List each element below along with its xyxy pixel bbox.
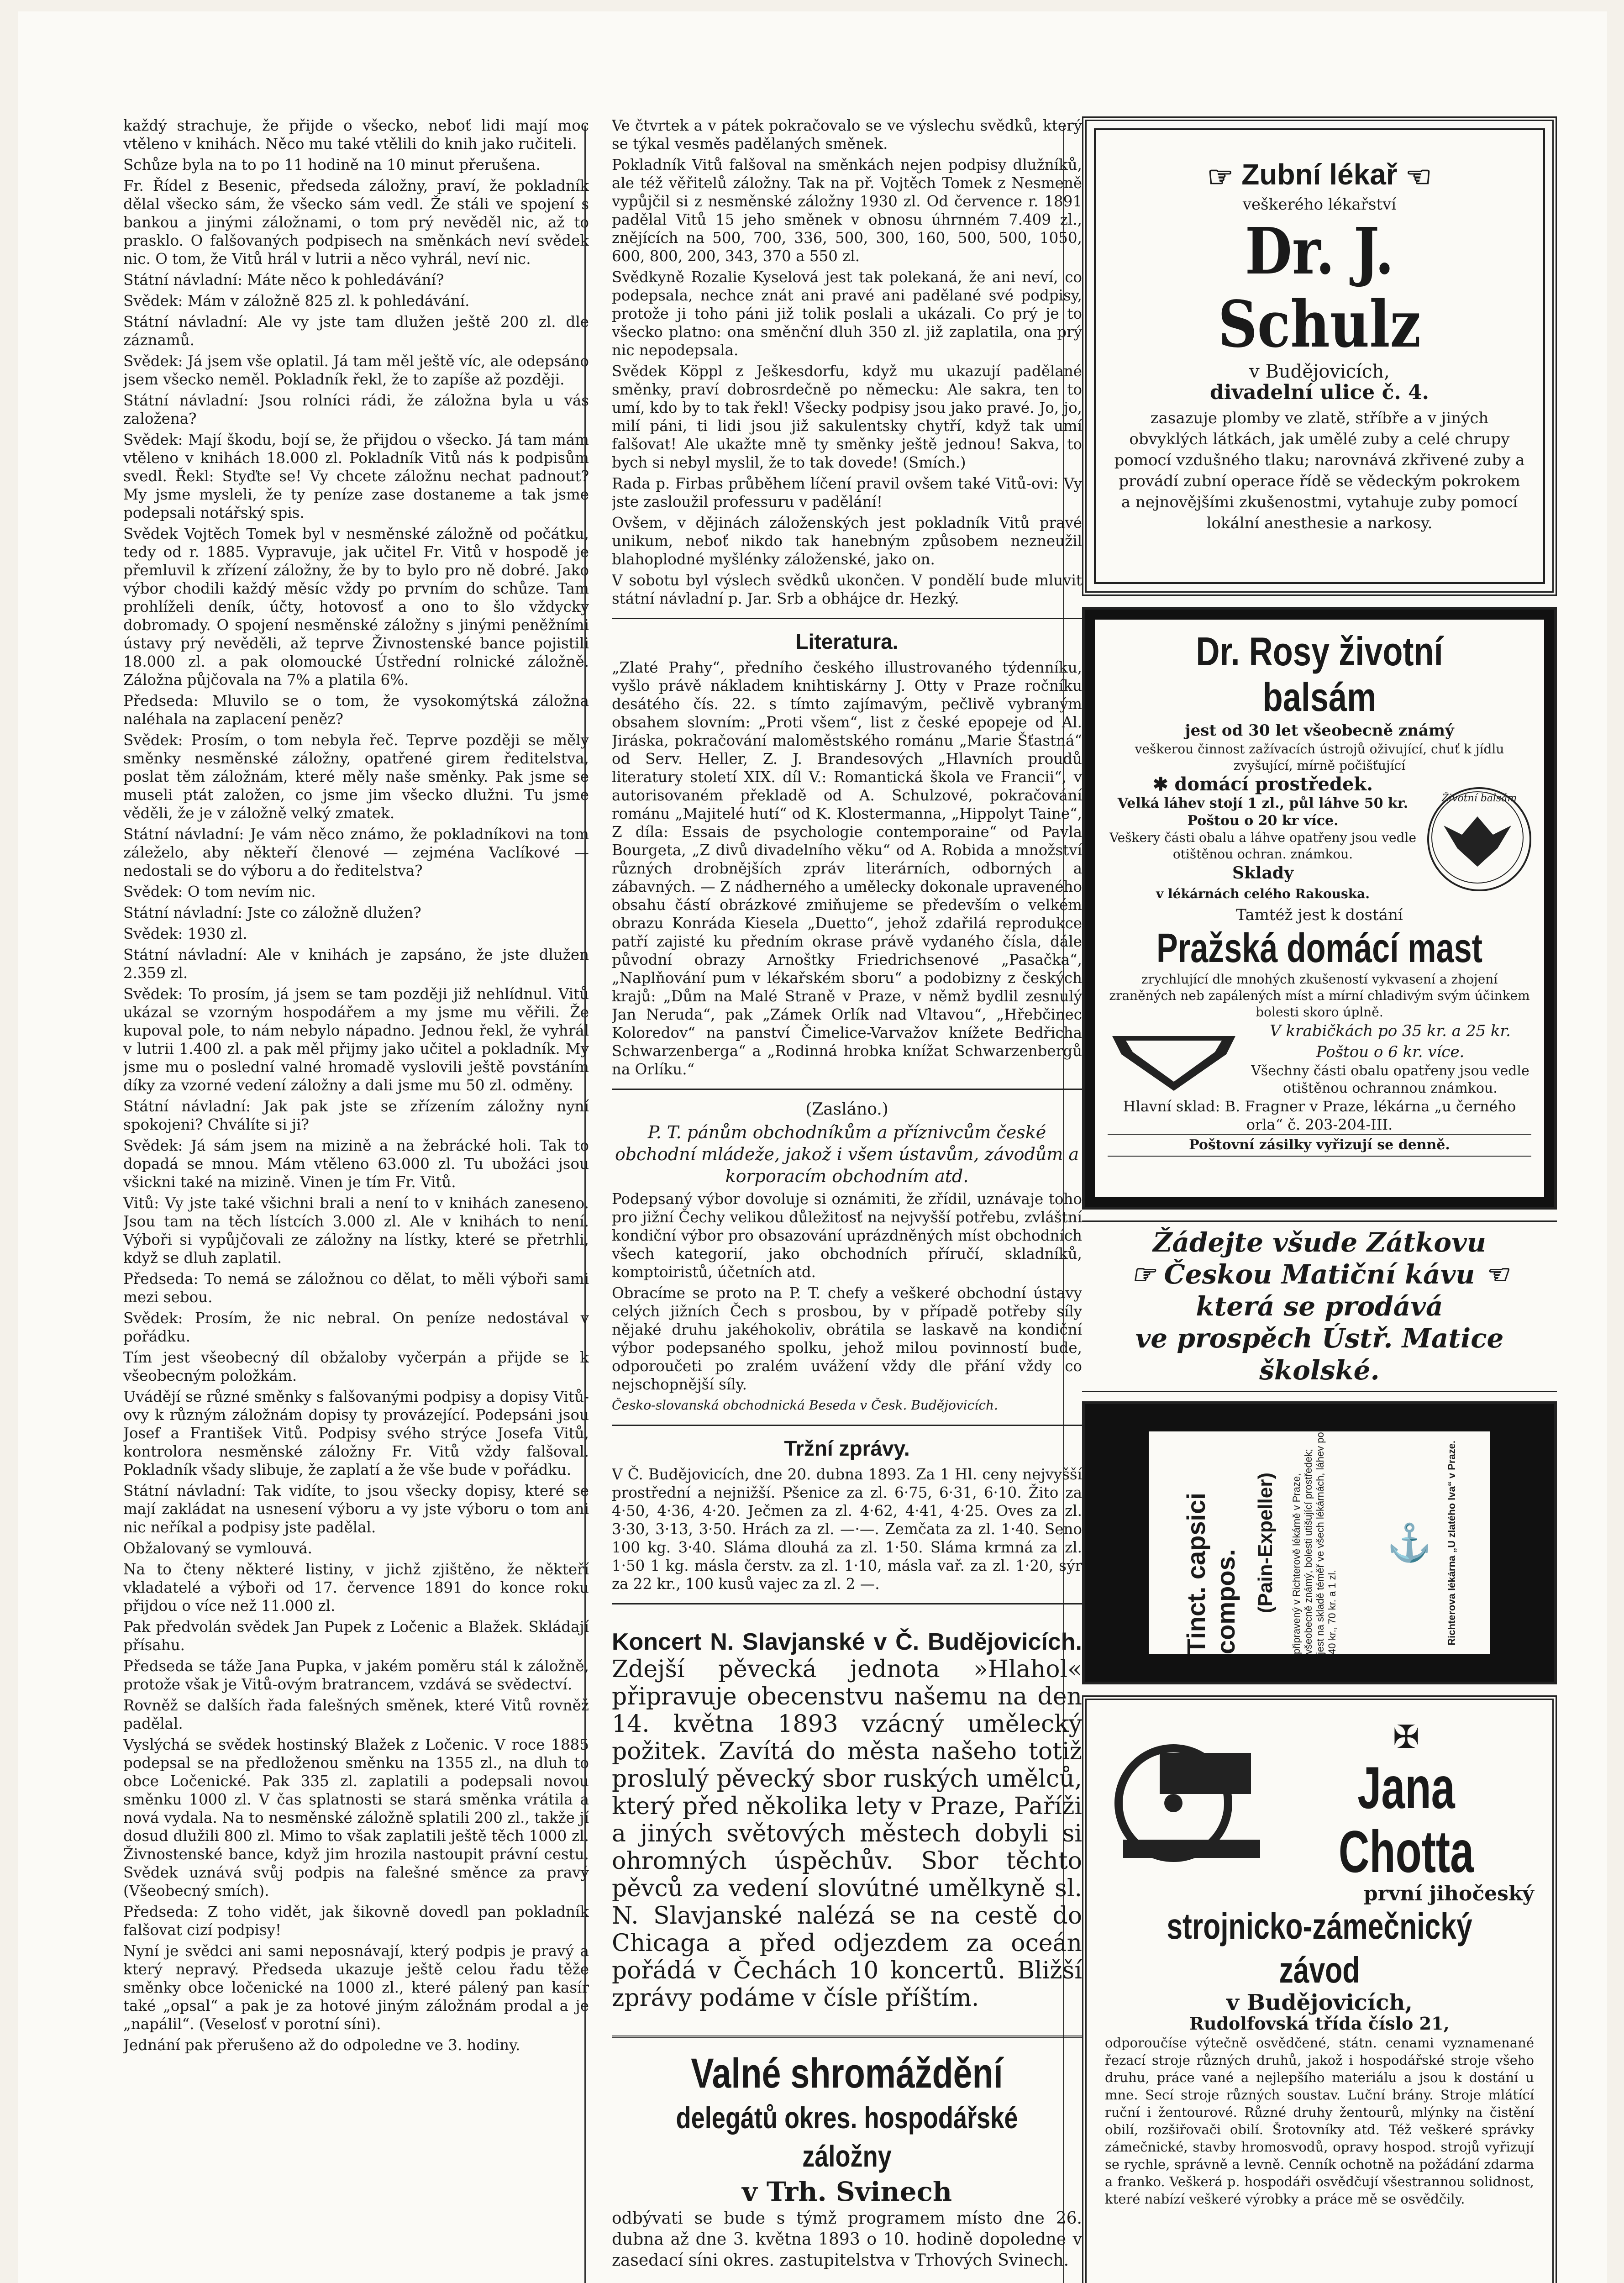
ad-schulz-body: zasazuje plomby ve zlatě, stříbře a v jiných obvyklých látkách, jak umělé zuby a celé chrupy pomocí vzdušného tlaku; narovnává zkřivené zuby a provádí zubní operace řídě se vědeckým pokrokem a nejnovějšími zkušenostmi, vytahuje zuby pomocí lokální anesthesie a narkosy. xyxy=(1114,409,1525,532)
column-2 xyxy=(612,116,1082,2283)
ad-rosy-title: Dr. Rosy životní balsám xyxy=(1196,629,1443,720)
ad-schulz-city: v Budějovicích, xyxy=(1249,361,1390,382)
ad-rosy-line: Tamtéž jest k dostání xyxy=(1236,906,1403,924)
paragraph: Svědkyně Rozalie Kyselová jest tak polekaná, že ani neví, co podepsala, nechce znát ani pravé ani padělané své podpisy, protože ji toho páni již tolik poslali a ukázali. Co prý je to všecko platno: ona směnční dluh 350 zl. již zaplatila, ona prý nic nepodepsala. xyxy=(612,268,1082,359)
zaslano-heading: (Zasláno.) xyxy=(805,1100,888,1119)
paragraph: Ve čtvrtek a v pátek pokračovalo se ve výslechu svědků, který se týkal vesměs padělaných směnek. xyxy=(612,117,1082,153)
ad-schulz-title-row xyxy=(1114,158,1525,194)
paragraph: Jednání pak přerušeno až do odpoledne ve 3. hodiny. xyxy=(123,2036,520,2054)
column-1 xyxy=(123,116,589,2283)
paragraph: Schůze byla na to po 11 hodině na 10 minut přerušena. xyxy=(123,156,541,174)
paragraph: Svědek Vojtěch Tomek byl v nesměnské záložně od počátku, tedy od r. 1885. Vypravuje, jak učitel Fr. Vitů v hospodě je přemluvil k zřízení záložny, že by to bylo pro ně dobré. Jako výbor chodili každý měsíc vždy po prvním do schůze. Tam prohlíželi deník, účty, hotovosť a ono to šlo vždycky dobromady. O spojení nesměnské záložny s jinými peněžními ústavy prý nevěděli, až teprve Živnostenské bance pojistili 18.000 zl. a pak olomoucké Ústřední rolnické záložně. Záložna půjčovala na 7% a platila 6%. xyxy=(123,525,589,689)
ad-chotta-street: Rudolfovská třída číslo 21, xyxy=(1189,2013,1450,2034)
divider xyxy=(612,2036,1082,2038)
paragraph: Svědek: O tom nevím nic. xyxy=(123,883,316,900)
ad-chotta-city: v Budějovicích, xyxy=(1226,1990,1413,2015)
trzni-heading: Tržní zprávy. xyxy=(784,1436,910,1460)
machine-illustration-icon xyxy=(1105,1725,1278,1876)
ad-zatkova-line: ve prospěch Ústř. Matice školské. xyxy=(1135,1323,1504,1386)
ad-rosy-line: Velká láhev stojí 1 zl., půl láhve 50 kr. Poštou o 20 kr více. xyxy=(1117,795,1409,829)
newspaper-page xyxy=(18,11,1607,2283)
ad-rosy-line: Poštovní zásilky vyřizují se denně. xyxy=(1108,1134,1531,1157)
paragraph: Fr. Řídel z Besenic, předseda záložny, praví, že pokladník dělal všecko sám, že všecko sám vedl. Že stáli ve spojení s bankou a jinými záložnami, o tom prý nevěděl nic, až to prasklo. O falšovaných podpisech na směnkách neví svědek nic. O tom, že Vitů hrál v lutrii a něco vyhrál, neví nic. xyxy=(123,177,589,268)
paragraph: Státní návladní: Ale vy jste tam dlužen ještě 200 zl. dle záznamů. xyxy=(123,313,589,349)
eagle-seal-icon xyxy=(1427,787,1531,891)
ad-rosy-line: Hlavní sklad: B. Fragner v Praze, lékárna „u černého orla“ č. 203-204-III. xyxy=(1123,1098,1516,1133)
paragraph: Státní návladní: Jsou rolníci rádi, že záložna byla u vás založena? xyxy=(123,392,589,427)
paragraph: Státní návladní: Ale v knihách je zapsáno, že jste dlužen 2.359 zl. xyxy=(123,946,589,982)
pointing-hand-icon: ☜ xyxy=(1405,160,1432,193)
paragraph: Vyslýchá se svědek hostinský Blažek z Ločenic. V roce 1885 podepsal se na předloženou směnku na 1355 zl., na dluh to obce Ločenické. Pak 335 zl. zaplatili a podepsali novou směnku 1000 zl. V čas splatnosti se stará směnka vrátila a nová vydala. Na to nesměnské záložně splatili 200 zl., takže jí dosud dlužili 800 zl. Mimo to však zaplatili ještě těch 1000 zl. Živnostenské bance, když jim hrozila nastoupit právní cestu. Svědek uznává svůj podpis na falešné směnce za pravý (Všeobecný smích). xyxy=(123,1736,589,1899)
pointing-hand-icon: ☜ xyxy=(1484,1259,1508,1290)
ad-capsici-pharmacy: Richterova lékárna „U zlatého lva“ v Praze. xyxy=(1445,1440,1457,1646)
ad-zatkova-kava xyxy=(1082,1220,1557,1392)
paragraph: Rovněž se dalších řada falešných směnek, které Vitů rovněž padělal. xyxy=(123,1697,589,1732)
column-3-ads xyxy=(1082,116,1557,2283)
paragraph: Tím jest všeobecný díl obžaloby vyčerpán a přijde se k všeobecným položkám. xyxy=(123,1349,589,1384)
valne-title: Valné shromáždění xyxy=(691,2050,1003,2097)
paragraph: Státní návladní: Jste co záložně dlužen? xyxy=(123,904,421,921)
valne-text: odbývati se bude s týmž programem místo dne 26. dubna až dne 3. května 1893 o 10. hodině dopoledne v zasedací síni okres. zastupitelstva v Trhových Svinech. xyxy=(612,2209,1082,2270)
paragraph: Státní návladní: Tak vidíte, to jsou všecky dopisy, které se mají zakládat na usnesení výboru a vy jste výboru o tom ani nic neříkal a podpisy jste padělal. xyxy=(123,1482,589,1536)
koncert-lead: Koncert N. Slavjanské v Č. Budějovicích. xyxy=(612,1629,1082,1655)
star-icon: ✱ xyxy=(1152,773,1168,795)
ad-chotta-name: Jana Chotta xyxy=(1338,1754,1474,1885)
ad-zatkova-line: která se prodává xyxy=(1196,1291,1443,1322)
paragraph: Státní návladní: Je vám něco známo, že pokladníkovi na tom záleželo, aby někteří členové — zejména Vaclíkové — nedostali se do výboru a do ředitelstva? xyxy=(123,826,589,879)
ad-capsici-title: Tinct. capsici compos. xyxy=(1182,1493,1240,1654)
ad-rosy-line-row xyxy=(1108,774,1418,795)
ad-chotta-sub2: strojnicko-zámečnický závod xyxy=(1167,1906,1472,1990)
ad-rosy-line: domácí prostředek. xyxy=(1174,773,1373,795)
paragraph: Předseda: To nemá se záložnou co dělat, to měli výboři sami mezi sebou. xyxy=(123,1270,589,1306)
koncert-notice xyxy=(612,1628,1082,2012)
paragraph: Uvádějí se různé směnky s falšovanými podpisy a dopisy Vitů-ovy k různým záložnám dopisy ty provázející. Podepsáni jsou Josef a František Vitů. Podpisy svého strýce Josefa Vitů, kontrolora nesměnské záložny Fr. Vitů vždy falšoval. Pokladník všady slibuje, že zaplatí a že vše bude v pořádku. xyxy=(123,1388,589,1478)
ad-dr-schulz xyxy=(1082,116,1557,596)
paragraph: Státní návladní: Máte něco k pohledávání? xyxy=(123,271,444,289)
ad-zatkova-row xyxy=(1082,1258,1557,1290)
divider xyxy=(612,1425,1082,1426)
pointing-hand-icon: ☞ xyxy=(1207,160,1234,193)
paragraph: každý strachuje, že přijde o všecko, neboť lidi mají moc vtěleno v knihách. Něco mu také vtělili do knih jako ručiteli. xyxy=(123,117,589,153)
paragraph: Svědek: Já jsem vše oplatil. Já tam měl ještě víc, ale odepsáno jsem všecko neměl. Pokladník řekl, že to zapíše až později. xyxy=(123,352,589,388)
paragraph: Svědek: Mají škodu, bojí se, že přijdou o všecko. Já tam mám vtěleno v knihách 18.000 zl. Pokladník Vitů nás k podpisům svedl. Řekl: Styďte se! Vy chcete záložnu nechat padnout? My jsme mysleli, že ty peníze zase dostaneme a tak jsme podepsali notářský spis. xyxy=(123,431,589,521)
paragraph: Vitů: Vy jste také všichni brali a není to v knihách zaneseno. Jsou tam na těch lístcích 3.000 zl. Ale v knihách to není. Výboři si vypůjčovali ze záložny na lístky, které se přetrhli, když se dluh zaplatil. xyxy=(123,1194,589,1267)
koncert-text: Zdejší pěvecká jednota »Hlahol« připravuje obecenstvu našemu na den 14. května 1893 vzácný umělecký požitek. Zavítá do města našeho totiž proslulý pěvecký sbor ruských umělců, který před několika lety v Praze, Paříži a jiných světových městech dobyli si ohromných úspěchův. Sbor těchto pěvců za vedení slovútné umělkyně sl. N. Slavjanské nalézá se na cestě do Chicaga a před odjezdem za oceán pořádá v Čechách 10 koncertů. Bližší zprávy podáme v čísle příštím. xyxy=(612,1656,1082,2012)
pointing-hand-icon: ☞ xyxy=(1131,1259,1155,1290)
zaslano-signature: Česko-slovanská obchodnická Beseda v Česk. Budějovicích. xyxy=(612,1398,998,1413)
zaslano-intro: P. T. pánům obchodníkům a příznivcům české obchodní mládeže, jakož i všem ústavům, závodům a korporacím obchodním atd. xyxy=(615,1122,1079,1186)
mast-box-icon xyxy=(1108,1022,1240,1095)
paragraph: Svědek: Prosím, o tom nebyla řeč. Teprve později se měly směnky nesměnské záložny, opatřené girem ředitelstva, poslat těm záložnám, které měly naše směnky. Pak jsme se museli ptát založen, co jsme jim všecko dlužni. Tu jsme věděli, že je v záložně velký zmatek. xyxy=(123,731,589,822)
paragraph: Svědek: 1930 zl. xyxy=(123,925,247,942)
ad-rosy-line: v lékárnách celého Rakouska. xyxy=(1156,886,1370,901)
paragraph: Obžalovaný se vymlouvá. xyxy=(123,1540,313,1557)
ad-rosy-line: Veškery části obalu a láhve opatřeny jsou vedle otištěnou ochran. známkou. xyxy=(1109,830,1417,862)
divider xyxy=(612,1603,1082,1604)
ad-rosy-seal-text: Životní balsám xyxy=(1441,793,1517,804)
ad-rosy-line: Všechny části obalu opatřeny jsou vedle otištěnou ochrannou známkou. xyxy=(1251,1063,1529,1096)
valne-subtitle: delegátů okres. hospodářské záložny xyxy=(676,2101,1018,2173)
ad-rosy-line: veškerou činnost zažívacích ústrojů oživující, chuť k jídlu zvyšující, mírně počišťující xyxy=(1135,742,1504,773)
ad-schulz-name: Dr. J. Schulz xyxy=(1218,214,1421,362)
ad-chotta-sub1: první jihočeský xyxy=(1363,1882,1534,1905)
paragraph: Ovšem, v dějinách záloženských jest pokladník Vitů pravé unikum, neboť nikdo tak hanebným způsobem nezneužil blahoplodné myšlénky záloženské, jako on. xyxy=(612,514,1082,568)
ad-chotta-body: odporoučíse výtečně osvědčené, státn. cenami vyznamenané řezací stroje různých druhů, jakož i hospodářské stroje všeho druhu, práce vané a nejlepšího materiálu a jsou k dostání u mne. Secí stroje různých soustav. Luční brány. Stroje mlátící ruční i žentourové. Různé druhy žentourů, mlýnky na čistění obilí, rozšiřovači obilí. Šrotovníky atd. Též veškeré správky zámečnické, stavby hromosvodů, opravy hospod. strojů vyřizují se rychle, správně a levně. Cenník ochotně na požádání zdarma a franko. Veškerá p. hospodáři osvědčují všestrannou solidnost, které nabízí veškeré výrobky a práce mě se osvědčily. xyxy=(1105,2035,1534,2207)
ad-schulz-sub: veškerého lékařství xyxy=(1242,195,1397,214)
valne-place: v Trh. Svinech xyxy=(741,2176,952,2207)
ad-rosy-line: zrychlující dle mnohých zkušeností vykvasení a zhojení zraněných neb zapálených míst a mírní chladivým svým účinkem bolesti skoro úplně. xyxy=(1109,972,1530,1020)
paragraph: Předseda: Z toho vidět, jak šikovně dovedl pan pokladník falšovat cizí podpisy! xyxy=(123,1903,589,1939)
paragraph: Státní návladní: Jak pak jste se zřízením záložny nyní spokojeni? Chválíte si ji? xyxy=(123,1098,589,1133)
paragraph: Svědek Köppl z Ješkesdorfu, když mu ukazují padělané směnky, praví dobrosrdečně po německu: Ale sakra, ten to umí, kdo by to tak řekl! Všecky podpisy jsou jako pravé. Jo, jo, milí páni, ti lidi jsou již sakulentsky chytří, když tak umí falšovat! Ale ukažte mně ty směnky ještě jednou! Sakva, to bych si nebyl myslil, že to tak dovede! (Smích.) xyxy=(612,363,1082,471)
paragraph: Předseda: Mluvilo se o tom, že vysokomýtská záložna naléhala na zaplacení peněz? xyxy=(123,692,589,728)
ad-rosy-balsam xyxy=(1082,607,1557,1210)
literatura-text: „Zlaté Prahy“, předního českého illustrovaného týdenníku, vyšlo právě nákladem knihtiskárny J. Otty v Praze ročníku desátého čís. 22. s tímto zajímavým, pečlivě vybraným obsahem slovním: „Proti všem“, list z české epopeje od Al. Jiráska, pokračování maloměstského románu „Marie Šťastná“ od Serv. Heller, Z. J. Brandesových „Hlavních proudů literatury století XIX. díl V.: Romantická škola ve Francii“, v autorisovaném překladě od A. Schulzové, pokračování románu „Majitelé hutí“ od K. Klostermanna, „Hippolyt Taine“, Z díla: Essais de psychologie contemporaine“ od Pavla Bourgeta, „Z divů divadelního věku“ od A. Robida a množství různých drobnějších zpráv literárních, odborných a zábavných. — Z nádherného a umělecky dokonale upraveného obsahu částí obrázkové zmiňujeme se především o velkém obrazu Konráda Kiesela „Duetto“, jehož zdařilá reprodukce patří zajisté ku předním okrase právě vydaného čísla, dále původní obrazy Arnoštky Friedrichsenové „Pasačka“, „Naplňování pum v lékařském sboru“ a podobizny z českých krajů: „Dům na Malé Straně v Praze, v němž bydlil zesnulý Jan Neruda“, pak „Zámek Orlík nad Vltavou“, „Hřebčinec Koloredov“ na panství Čimelice-Varvažov knížete Bedřicha Schwarzenberga“ a „Rodinná hrobka knížat Schwarzenbergů na Orlíku.“ xyxy=(612,659,1082,1078)
ad-rosy-line: jest od 30 let všeobecně známý xyxy=(1185,721,1454,740)
paragraph: Svědek: Prosím, že nic nebral. On peníze nedostával v pořádku. xyxy=(123,1310,589,1345)
zaslano-text: Obracíme se proto na P. T. chefy a veškeré obchodní ústavy celých jižních Čech s prosbou, by v případě potřeby síly nějaké druhu jakéhokoliv, obrátila se laskavě na kondiční výbor podepsaného spolku, jehož milou povinností bude, odporoučeti po zralém uvážení vždy dle přání vždy co nejschopnější síly. xyxy=(612,1284,1082,1393)
ad-rosy-line: Sklady xyxy=(1232,863,1294,883)
paragraph: Svědek: To prosím, já jsem se tam později již nehlídnul. Vitů ukázal se vzorným hospodářem a my jsme mu věřili. Že kupoval pole, to nám nebylo nápadno. Jednou řekl, že vyhrál v lutrii 1.400 zl. a pak měl přijmy jako učitel a pokladník. My jsme mu o poslední valné hromadě vyslovili ještě povstáním díky za vzorné vedení záložny a dali jsme mu 50 zl. odměny. xyxy=(123,985,589,1094)
ad-jana-chotta xyxy=(1082,1695,1557,2283)
paragraph: Svědek: Mám v záložně 825 zl. k pohledávání. xyxy=(123,292,470,310)
paragraph: Svědek: Já sám jsem na mizině a na žebrácké holi. Tak to dopadá se mnou. Mám vtěleno 63.000 zl. Tu ubožáci jsou všickni také na mizině. Vinen je tím Fr. Vitů. xyxy=(123,1137,589,1191)
divider xyxy=(612,618,1082,619)
ad-rosy-mast: Pražská domácí mast xyxy=(1156,926,1483,971)
trzni-text: V Č. Budějovicích, dne 20. dubna 1893. Za 1 Hl. ceny nejvyšší prostřední a nejnižší. Pšenice za zl. 6·75, 6·31, 6·10. Žito za 4·50, 4·36, 4·20. Ječmen za zl. 4·62, 4·41, 4·25. Oves za zl. 3·30, 3·13, 3·50. Hrách za zl. —·—. Zemčata za zl. 1·40. Seno 100 kg. 3·40. Sláma dlouhá za zl. 1·50. Sláma krmná za zl. 1·50 1 kg. másla čerstv. za zl. 1·10, másla vař. za zl. 1·20, sýr za 22 kr., 100 kusů vajec za zl. 2 —. xyxy=(612,1466,1082,1593)
ad-rosy-line: V krabičkách po 35 kr. a 25 kr. Poštou o 6 kr. více. xyxy=(1270,1022,1511,1061)
zaslano-text: Podepsaný výbor dovoluje si oznámiti, že zřídil, uznávaje toho pro jižní Čechy velikou důležitosť na nejvyšší potřebu, zvláštní kondiční výbor pro obsazování uprázdněných míst obchodních všech kategorií, jako obchodních příručí, skladníků, komptoiristů, účetních atd. xyxy=(612,1190,1082,1281)
ad-zatkova-line: Žádejte všude Zátkovu xyxy=(1153,1227,1486,1258)
paragraph: Pokladník Vitů falšoval na směnkách nejen podpisy dlužníků, ale též věřitelů záložny. Tak na př. Vojtěch Tomek z Nesmeně vypůjčil si z nesměnské záložny 1930 zl. Od července r. 1891 padělal Vitů 15 jeho směnek v obnosu úhrnném 7.409 zl., znějících na 500, 700, 336, 500, 300, 160, 500, 500, 1050, 600, 800, 200, 343, 370 a 550 zl. xyxy=(612,156,1082,265)
eagle-emblem-icon: ✠ xyxy=(1393,1718,1420,1756)
literatura-heading: Literatura. xyxy=(795,630,899,653)
ad-capsici xyxy=(1082,1401,1557,1684)
paragraph: Nyní je svědci ani sami neposnávají, který podpis je pravý a který nepravý. Předseda ukazuje ještě celou řadu těže směnky obce ločenické na 1000 zl., které pálený pan kasír také „opsal“ a pak je za hotové jiným záložnám prodal a je „napálil“. (Veselosť v porotní síni). xyxy=(123,1942,589,2033)
ad-schulz-street: divadelní ulice č. 4. xyxy=(1210,380,1429,404)
divider xyxy=(612,1089,1082,1090)
ad-schulz-title: Zubní lékař xyxy=(1241,158,1398,191)
ad-capsici-text: připravený v Richterově lékárně v Praze, všeobecně známý, bolesti utišující prostředek; jest na skladě téměř ve všech lékárnách, láhev po 40 kr., 70 kr. a 1 zl. xyxy=(1291,1432,1338,1654)
paragraph: Rada p. Firbas průběhem líčení pravil ovšem také Vitů-ovi: Vy jste zasloužil professuru v padělání! xyxy=(612,475,1082,510)
anchor-icon: ⚓ xyxy=(1387,1521,1432,1564)
paragraph: Předseda se táže Jana Pupka, v jakém poměru stál k záložně, protože však je Vitů-ovým bratrancem, vzdává se svědectví. xyxy=(123,1657,589,1693)
ad-zatkova-line: Českou Matiční kávu xyxy=(1164,1259,1475,1290)
paragraph: V sobotu byl výslech svědků ukončen. V pondělí bude mluvit státní návladní p. Jar. Srb a obhájce dr. Hezký. xyxy=(612,572,1082,607)
paragraph: Pak předvolán svědek Jan Pupek z Ločenic a Blažek. Skládají přísahu. xyxy=(123,1618,589,1654)
paragraph: Na to čteny některé listiny, v jichž zjištěno, že někteří vkladatelé a výboři od 17. července 1891 do konce roku přijdou o více než 11.000 zl. xyxy=(123,1561,589,1615)
ad-capsici-sub: (Pain-Expeller) xyxy=(1254,1472,1277,1614)
